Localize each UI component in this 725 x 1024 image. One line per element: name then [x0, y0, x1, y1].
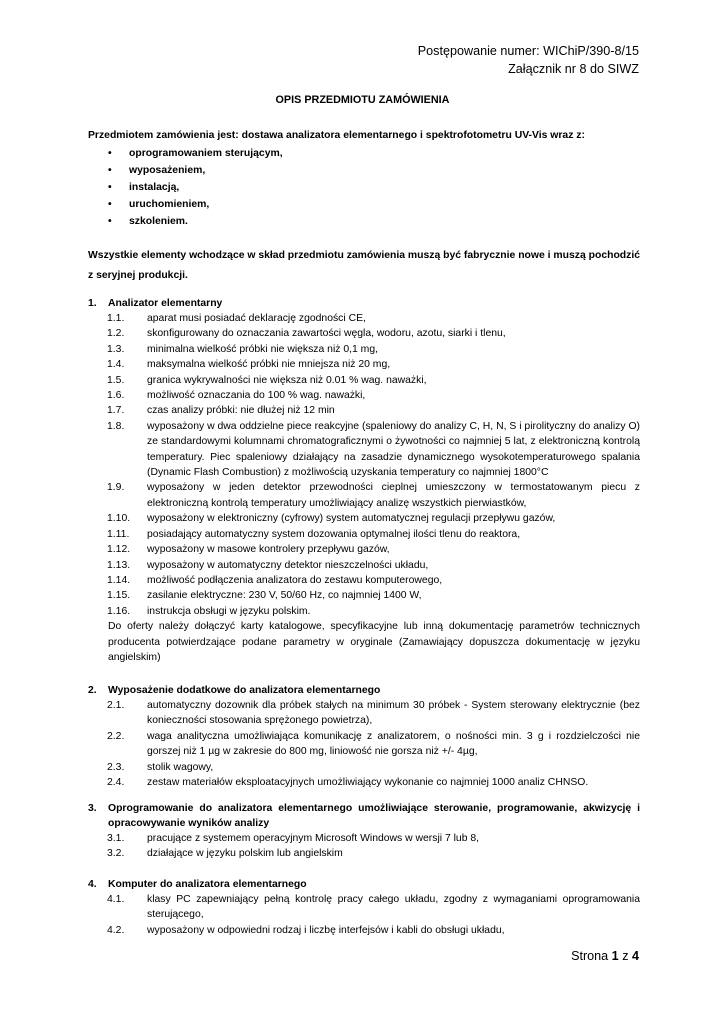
- list-item: • instalacją,: [108, 182, 180, 193]
- list-item: 1.11. posiadający automatyczny system dozowania optymalnej ilości tlenu do reaktora,: [107, 528, 521, 540]
- list-item: 1.16. instrukcja obsługi w języku polskim.: [107, 605, 311, 617]
- bullet-icon: •: [108, 182, 112, 193]
- page-footer: [571, 949, 639, 963]
- documentation-note: Do oferty należy dołączyć karty katalogowe, specyfikacyjne lub inną dokumentację parametrów technicznych producenta potwierdzające podane parametry w oryginale (Zamawiający dopuszcza dokumentację w języku angielskim): [108, 621, 640, 663]
- list-item: 4.2. wyposażony w odpowiedni rodzaj i liczbę interfejsów i kabli do obsługi układu,: [107, 924, 505, 936]
- list-item: 1.9. wyposażony w jeden detektor przewodności cieplnej umieszczony w termostatowanym piecu z elektroniczną kontrolą temperatury umożliwiający analizę wszystkich pierwiastków,: [107, 482, 640, 509]
- bullet-icon: •: [108, 216, 112, 227]
- list-item: 1.15. zasilanie elektryczne: 230 V, 50/60 Hz, co najmniej 1400 W,: [107, 590, 422, 602]
- intro-text: Przedmiotem zamówienia jest: dostawa analizatora elementarnego i spektrofotometru UV-Vis wraz z:: [88, 130, 585, 141]
- intro-bullet-list: [88, 147, 640, 232]
- list-item: 1.1. aparat musi posiadać deklarację zgodności CE,: [107, 313, 366, 324]
- attachment-label: Załącznik nr 8 do SIWZ: [508, 62, 639, 76]
- list-item: 1.12. wyposażony w masowe kontrolery przepływu gazów,: [107, 544, 390, 556]
- list-item: • uruchomieniem,: [108, 199, 210, 210]
- list-item: 2.2. waga analityczna umożliwiająca komunikację z analizatorem, o nośności min. 3 g i rozdzielczości nie gorszej niż 1 µg w zakresie do 800 mg, liniowość nie gorsza niż +/- 4µg,: [107, 730, 640, 758]
- requirement-note: Wszystkie elementy wchodzące w skład przedmiotu zamówienia muszą być fabrycznie nowe i muszą pochodzić z seryjnej produkcji.: [88, 250, 641, 281]
- list-item: • oprogramowaniem sterującym,: [108, 148, 283, 159]
- list-item: • wyposażeniem,: [108, 165, 206, 176]
- list-item: 1.10. wyposażony w elektroniczny (cyfrowy) system automatycznej regulacji przepływu gazów,: [107, 513, 556, 525]
- list-item: 1.8. wyposażony w dwa oddzielne piece reakcyjne (spaleniowy do analizy C, H, N, S i pirolityczny do analizy O) ze standardowymi kolumnami chromatograficznymi o żywotności co najmniej 5 lat, z elektroniczną kontrolą temperatury. Piec spaleniowy działający na zasadzie dynamicznego wysokotemperaturowego spalania (Dynamic Flash Combustion) z możliwością uzyskania temperatury co najmniej 1800°C: [107, 420, 640, 479]
- list-item: 2.1. automatyczny dozownik dla próbek stałych na minimum 30 próbek - System sterowany elektrycznie (bez konieczności stosowania sprężonego powietrza),: [107, 700, 640, 727]
- list-item: 3.2. działające w języku polskim lub angielskim: [107, 848, 343, 860]
- list-item: • szkoleniem.: [108, 216, 188, 227]
- bullet-icon: •: [108, 165, 112, 176]
- list-item: 1.4. maksymalna wielkość próbki nie mniejsza niż 20 mg,: [107, 359, 391, 371]
- list-item: 1.3. minimalna wielkość próbki nie większa niż 0,1 mg,: [107, 343, 378, 355]
- section-4-items: [88, 892, 640, 938]
- list-item: 2.3. stolik wagowy,: [107, 761, 214, 773]
- list-item: 2.4. zestaw materiałów eksploatacyjnych umożliwiający wykonanie co najmniej 1000 analiz CHNSO.: [107, 777, 589, 789]
- list-item: 1.6. możliwość oznaczania do 100 % wag. naważki,: [107, 390, 366, 402]
- section-heading: 3. Oprogramowanie do analizatora elementarnego umożliwiające sterowanie, programowanie, akwizycję i opracowywanie wyników analizy: [88, 803, 640, 829]
- page-of: z: [622, 949, 629, 963]
- page-total: 4: [631, 949, 639, 963]
- section-3-items: [88, 831, 640, 862]
- list-item: 1.5. granica wykrywalności nie większa niż 0.01 % wag. naważki,: [107, 374, 427, 386]
- proceeding-number: Postępowanie numer: WIChiP/390-8/15: [417, 44, 639, 58]
- bullet-icon: •: [108, 148, 112, 159]
- page-label: Strona: [571, 949, 609, 963]
- page-title: OPIS PRZEDMIOTU ZAMÓWIENIA: [275, 94, 450, 106]
- page-number: 1: [611, 949, 619, 963]
- section-heading: 1. Analizator elementarny: [88, 298, 223, 309]
- section-heading: 2. Wyposażenie dodatkowe do analizatora elementarnego: [88, 685, 381, 696]
- list-item: 1.13. wyposażony w automatyczny detektor nieszczelności układu,: [107, 559, 429, 571]
- section-1-items: [88, 311, 640, 665]
- list-item: 1.7. czas analizy próbki: nie dłużej niż 12 min: [107, 405, 335, 417]
- section-2-items: [88, 698, 640, 790]
- document-header: [418, 42, 639, 78]
- list-item: 3.1. pracujące z systemem operacyjnym Microsoft Windows w wersji 7 lub 8,: [107, 833, 480, 844]
- section-heading: 4. Komputer do analizatora elementarnego: [88, 879, 307, 890]
- list-item: 1.2. skonfigurowany do oznaczania zawartości węgla, wodoru, azotu, siarki i tlenu,: [107, 328, 506, 340]
- list-item: 1.14. możliwość podłączenia analizatora do zestawu komputerowego,: [107, 574, 443, 586]
- list-item: 4.1. klasy PC zapewniający pełną kontrolę pracy całego układu, zgodny z wymaganiami oprogramowania sterującego,: [107, 894, 640, 921]
- bullet-icon: •: [108, 199, 112, 210]
